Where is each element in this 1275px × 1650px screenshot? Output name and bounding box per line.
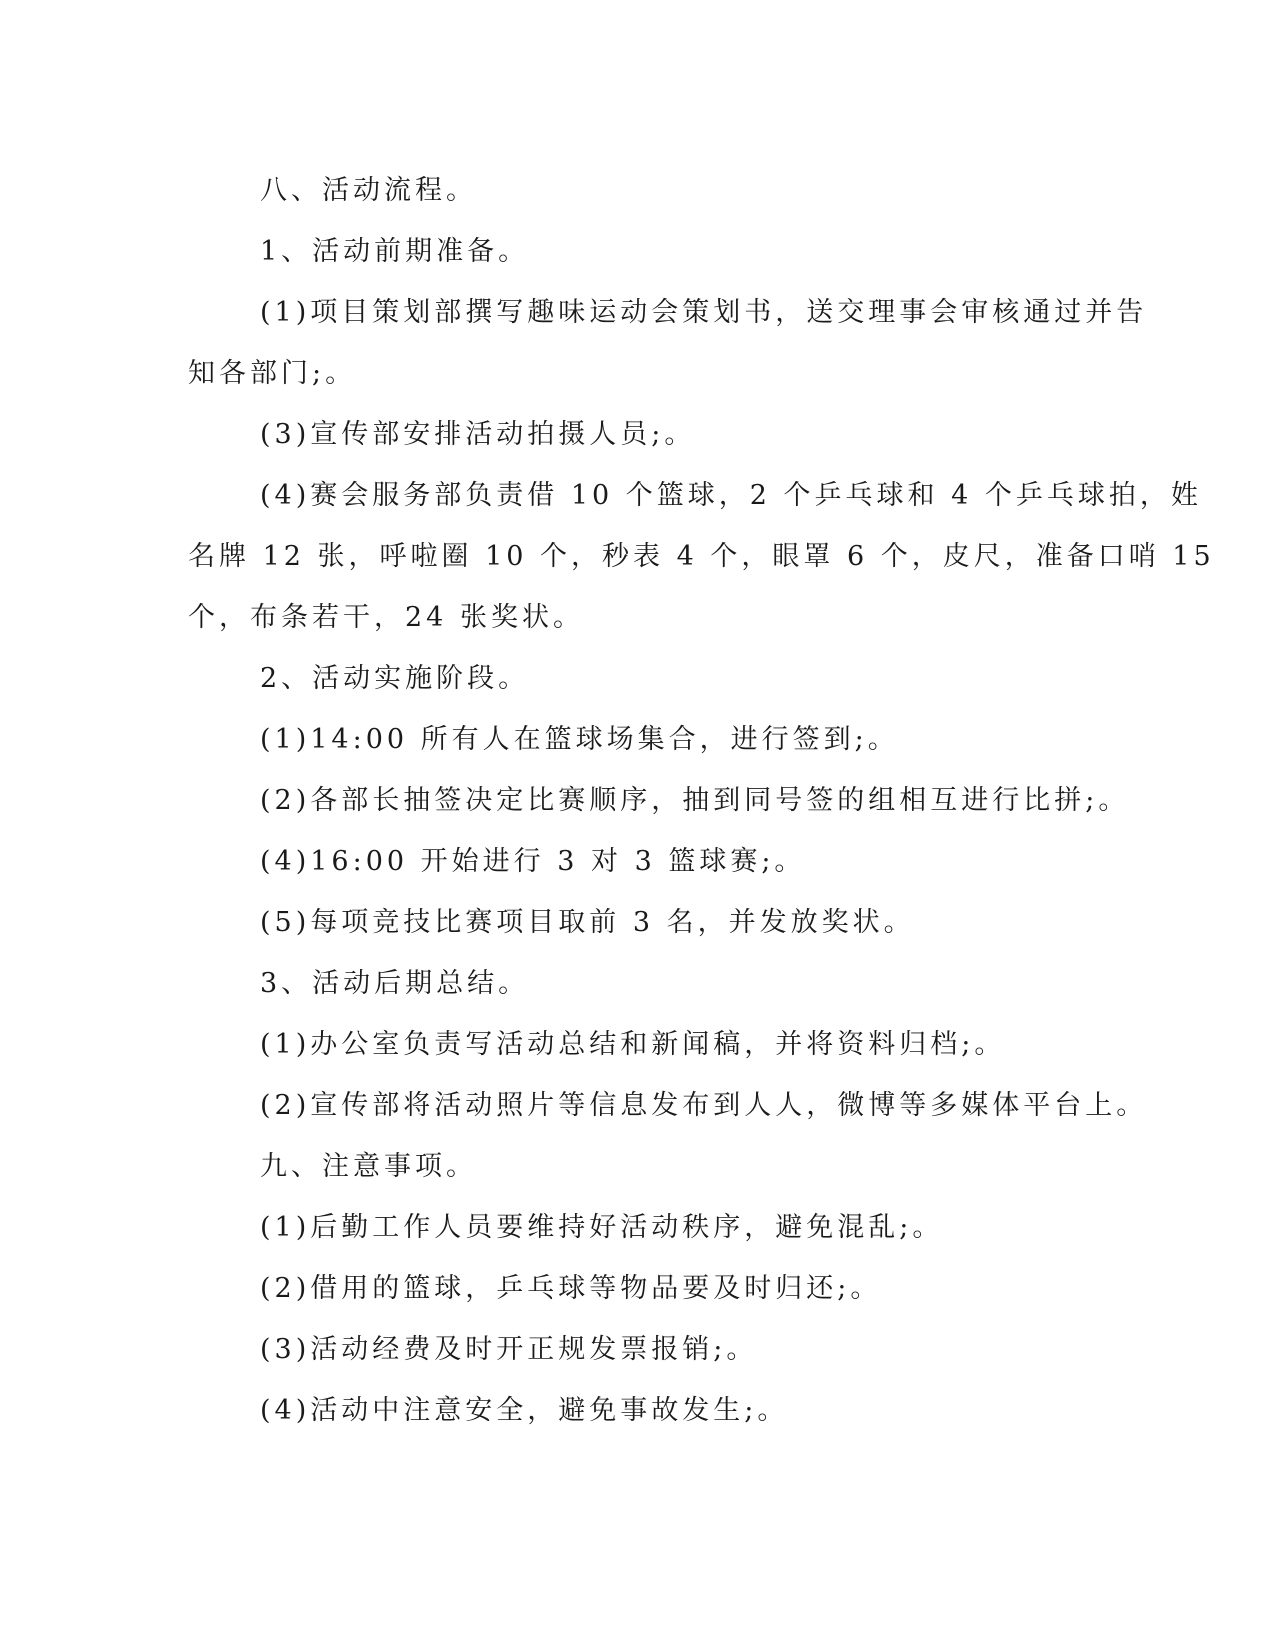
paragraph-line: 个，布条若干，24 张奖状。 bbox=[188, 602, 584, 633]
section-heading-8: 八、活动流程。 bbox=[260, 175, 477, 206]
subsection-heading-3: 3、活动后期总结。 bbox=[260, 968, 530, 999]
paragraph-line: (3)宣传部安排活动拍摄人员;。 bbox=[260, 419, 696, 450]
paragraph-line: (3)活动经费及时开正规发票报销;。 bbox=[260, 1334, 758, 1365]
paragraph-line: 知各部门;。 bbox=[188, 358, 357, 389]
paragraph-line: (1)办公室负责写活动总结和新闻稿，并将资料归档;。 bbox=[260, 1029, 1006, 1060]
paragraph-line: (4)赛会服务部负责借 10 个篮球，2 个乒乓球和 4 个乒乓球拍，姓 bbox=[260, 480, 1202, 511]
subsection-heading-2: 2、活动实施阶段。 bbox=[260, 663, 530, 694]
subsection-heading-1: 1、活动前期准备。 bbox=[260, 236, 530, 267]
paragraph-line: (4)16:00 开始进行 3 对 3 篮球赛;。 bbox=[260, 846, 806, 877]
paragraph-line: (1)项目策划部撰写趣味运动会策划书，送交理事会审核通过并告 bbox=[260, 297, 1148, 328]
paragraph-line: (1)14:00 所有人在篮球场集合，进行签到;。 bbox=[260, 724, 899, 755]
paragraph-line: 名牌 12 张，呼啦圈 10 个，秒表 4 个，眼罩 6 个，皮尺，准备口哨 15 bbox=[188, 541, 1215, 572]
document-body bbox=[188, 160, 1215, 1441]
paragraph-line: (5)每项竞技比赛项目取前 3 名，并发放奖状。 bbox=[260, 907, 915, 938]
paragraph-line: (2)借用的篮球，乒乓球等物品要及时归还;。 bbox=[260, 1273, 882, 1304]
paragraph-line: (4)活动中注意安全，避免事故发生;。 bbox=[260, 1395, 789, 1426]
paragraph-line: (2)宣传部将活动照片等信息发布到人人，微博等多媒体平台上。 bbox=[260, 1090, 1148, 1121]
paragraph-line: (1)后勤工作人员要维持好活动秩序，避免混乱;。 bbox=[260, 1212, 944, 1243]
paragraph-line: (2)各部长抽签决定比赛顺序，抽到同号签的组相互进行比拼;。 bbox=[260, 785, 1130, 816]
section-heading-9: 九、注意事项。 bbox=[260, 1151, 477, 1182]
